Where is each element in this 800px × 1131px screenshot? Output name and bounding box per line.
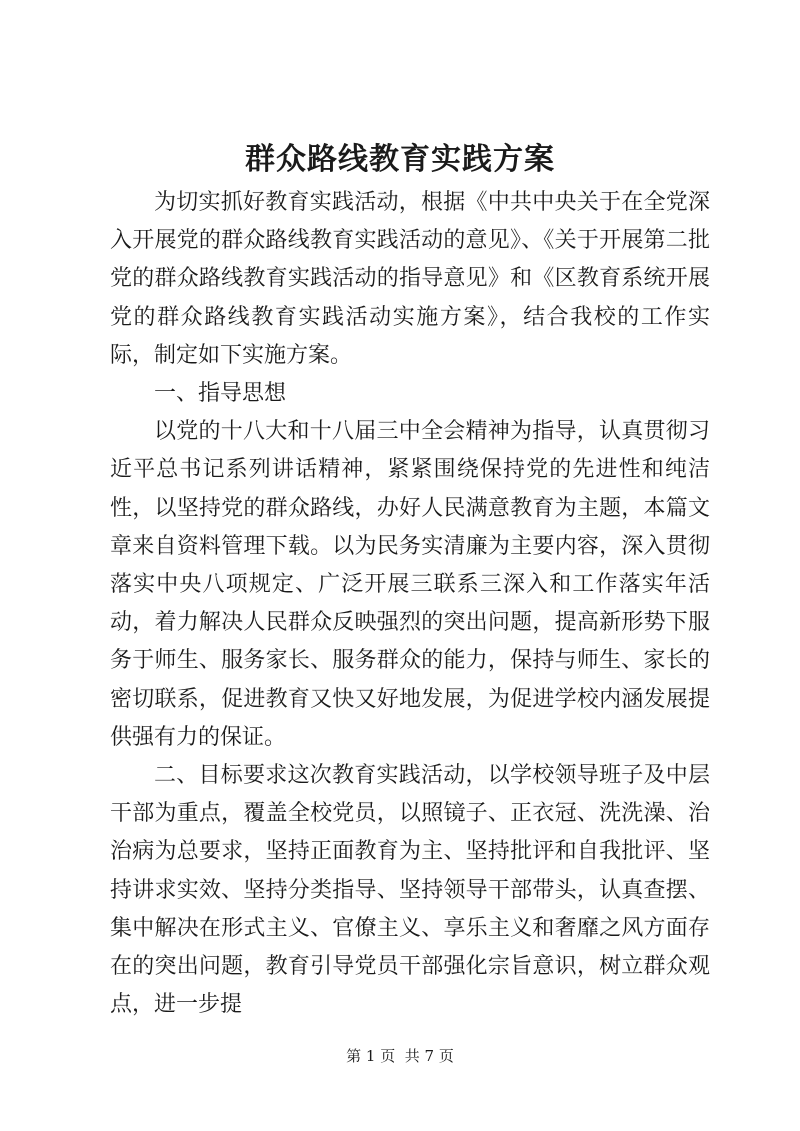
- paragraph-goals: 二、目标要求这次教育实践活动，以学校领导班子及中层干部为重点，覆盖全校党员，以照镜子、正衣冠、洗洗澡、治治病为总要求，坚持正面教育为主、坚持批评和自我批评、坚持讲求实效、坚持分类指导、坚持领导干部带头，认真查摆、集中解决在形式主义、官僚主义、享乐主义和奢靡之风方面存在的突出问题，教育引导党员干部强化宗旨意识，树立群众观点，进一步提: [110, 763, 710, 1018]
- paragraph-intro: 为切实抓好教育实践活动，根据《中共中央关于在全党深入开展党的群众路线教育实践活动的意见》、《关于开展第二批党的群众路线教育实践活动的指导意见》和《区教育系统开展党的群众路线教育实践活动实施方案》，结合我校的工作实际，制定如下实施方案。: [110, 190, 710, 368]
- document-title: 群众路线教育实践方案: [245, 142, 555, 177]
- paragraph-guiding-thought: 以党的十八大和十八届三中全会精神为指导，认真贯彻习近平总书记系列讲话精神，紧紧围绕保持党的先进性和纯洁性，以坚持党的群众路线，办好人民满意教育为主题，本篇文章来自资料管理下载。以为民务实清廉为主要内容，深入贯彻落实中央八项规定、广泛开展三联系三深入和工作落实年活动，着力解决人民群众反映强烈的突出问题，提高新形势下服务于师生、服务家长、服务群众的能力，保持与师生、家长的密切联系，促进教育又快又好地发展，为促进学校内涵发展提供强有力的保证。: [110, 419, 710, 750]
- page-footer: [0, 1046, 800, 1066]
- section-heading-guiding-thought: 一、指导思想: [154, 381, 287, 407]
- document-body: [110, 184, 710, 1024]
- page-number: 第 1 页 共 7 页: [346, 1047, 454, 1065]
